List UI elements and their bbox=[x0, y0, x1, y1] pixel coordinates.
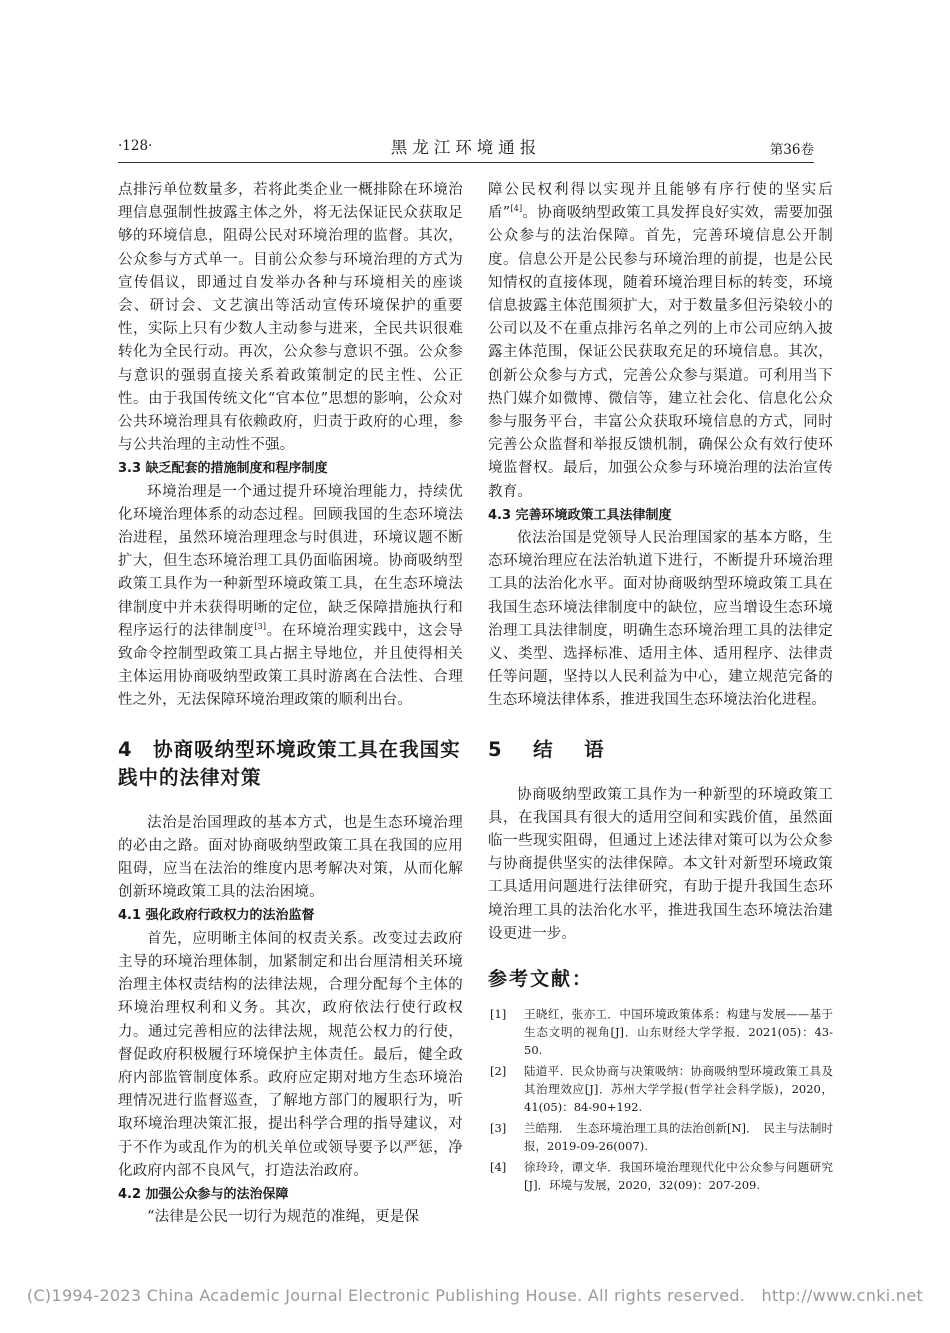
page-header bbox=[118, 134, 814, 160]
paragraph: 法治是治国理政的基本方式，也是生态环境治理的必由之路。面对协商吸纳型政策工具在我国的应用阻碍，应当在法治的维度内思考解决对策，从而化解创新环境政策工具的法治困境。 bbox=[118, 814, 463, 901]
left-column bbox=[118, 179, 463, 1229]
references-title: 参考文献： bbox=[488, 968, 594, 991]
subsection-heading-4-3: 4.3 完善环境政策工具法律制度 bbox=[488, 507, 672, 523]
section-heading-5: 5 结 语 bbox=[488, 737, 610, 761]
reference-list bbox=[488, 1005, 833, 1194]
subsection-heading-4-2: 4.2 加强公众参与的法治保障 bbox=[118, 1186, 289, 1202]
paragraph: 障公民权利得以实现并且能够有序行使的坚实后盾”[4]。协商吸纳型政策工具发挥良好实效，需要加强公众参与的法治保障。首先，完善环境信息公开制度。信息公开是公民参与环境治理的前提，也是公民知情权的直接体现，随着环境治理目标的转变，环境信息披露主体范围须扩大，对于数量多但污染较小的公司以及不在重点排污名单之列的上市公司应纳入披露主体范围，保证公民获取充足的环境信息。其次，创新公众参与方式，完善公众参与渠道。可利用当下热门媒介如微博、微信等，建立社会化、信息化公众参与服务平台，丰富公众获取环境信息的方式，同时完善公众监督和举报反馈机制，确保公众有效行使环境监督权。最后，加强公众参与环境治理的法治宣传教育。 bbox=[488, 182, 833, 500]
copyright-footer: (C)1994-2023 China Academic Journal Electronic Publishing House. All rights reserved. http://www.cnki.net bbox=[26, 1286, 924, 1305]
reference-item: [1] 王晓红，张亦工．中国环境政策体系：构建与发展——基于生态文明的视角[J]．山东财经大学学报．2021(05)：43-50. bbox=[490, 1007, 833, 1058]
reference-item: [3] 兰皓翔． 生态环境治理工具的法治创新[N]． 民主与法制时报，2019-09-26(007). bbox=[490, 1121, 833, 1154]
paragraph: 点排污单位数量多，若将此类企业一概排除在环境治理信息强制性披露主体之外，将无法保证民众获取足够的环境信息，阻碍公民对环境治理的监督。其次，公众参与方式单一。目前公众参与环境治理的方式为宣传倡议，即通过自发举办各种与环境相关的座谈会、研讨会、文艺演出等活动宣传环境保护的重要性，实际上只有少数人主动参与进来，全民共识很难转化为全民行动。再次，公众参与意识不强。公众参与意识的强弱直接关系着政策制定的民主性、公正性。由于我国传统文化“官本位”思想的影响，公众对公共环境治理具有依赖政府，归责于政府的心理，参与公共治理的主动性不强。 bbox=[118, 182, 463, 454]
subsection-heading-3-3: 3.3 缺乏配套的措施制度和程序制度 bbox=[118, 461, 328, 477]
subsection-heading-4-1: 4.1 强化政府行政权力的法治监督 bbox=[118, 908, 315, 924]
reference-item: [4] 徐玲玲，谭文华．我国环境治理现代化中公众参与问题研究[J]．环境与发展，2020，32(09)：207-209. bbox=[490, 1160, 833, 1193]
paragraph: 依法治国是党领导人民治理国家的基本方略，生态环境治理应在法治轨道下进行，不断提升环境治理工具的法治化水平。面对协商吸纳型环境政策工具在我国生态环境法律制度中的缺位，应当增设生态环境治理工具法律制度，明确生态环境治理工具的法律定义、类型、选择标准、适用主体、适用程序、法律责任等问题，坚持以人民利益为中心，建立规范完备的生态环境法律体系，推进我国生态环境法治化进程。 bbox=[488, 530, 833, 709]
section-heading-4: 4 协商吸纳型环境政策工具在我国实践中的法律对策 bbox=[118, 737, 461, 789]
citation-4: [4] bbox=[510, 204, 523, 214]
paragraph: 环境治理是一个通过提升环境治理能力，持续优化环境治理体系的动态过程。回顾我国的生态环境法治进程，虽然环境治理理念与时俱进，环境议题不断扩大，但生态环境治理工具仍面临困境。协商吸纳型政策工具作为一种新型环境政策工具，在生态环境法律制度中并未获得明晰的定位，缺乏保障措施执行和程序运行的法律制度[3]。在环境治理实践中，这会导致命令控制型政策工具占据主导地位，并且使得相关主体运用协商吸纳型政策工具时游离在合法性、合理性之外，无法保障环境治理政策的顺利出台。 bbox=[118, 483, 463, 709]
header-rule bbox=[118, 162, 814, 163]
reference-item: [2] 陆道平．民众协商与决策吸纳：协商吸纳型环境政策工具及其治理效应[J]．苏州大学学报(哲学社会科学版)，2020，41(05)：84-90+192. bbox=[490, 1064, 833, 1115]
paragraph: 协商吸纳型政策工具作为一种新型的环境政策工具，在我国具有很大的适用空间和实践价值，虽然面临一些现实阻碍，但通过上述法律对策可以为公众参与协商提供坚实的法律保障。本文针对新型环境政策工具适用问题进行法律研究，有助于提升我国生态环境治理工具的法治化水平，推进我国生态环境法治建设更进一步。 bbox=[488, 786, 833, 942]
volume-label: 第36卷 bbox=[769, 142, 814, 158]
citation-3: [3] bbox=[254, 622, 267, 632]
right-column bbox=[488, 179, 833, 1197]
page-number: ·128· bbox=[118, 138, 153, 154]
journal-title: 黑龙江环境通报 bbox=[390, 138, 542, 157]
paragraph: 首先，应明晰主体间的权责关系。改变过去政府主导的环境治理体制，加紧制定和出台厘清相关环境治理主体权责结构的法律法规，合理分配每个主体的环境治理权利和义务。其次，政府依法行使行政权力。通过完善相应的法律法规，规范公权力的行使，督促政府积极履行环境保护主体责任。最后，健全政府内部监管制度体系。政府应定期对地方生态环境治理情况进行监督巡查，了解地方部门的履职行为，听取环境治理决策汇报，提出科学合理的指导建议，对于不作为或乱作为的机关单位或领导要予以严惩，净化政府内部不良风气，打造法治政府。 bbox=[118, 930, 463, 1179]
paragraph: “法律是公民一切行为规范的准绳，更是保 bbox=[147, 1209, 420, 1226]
